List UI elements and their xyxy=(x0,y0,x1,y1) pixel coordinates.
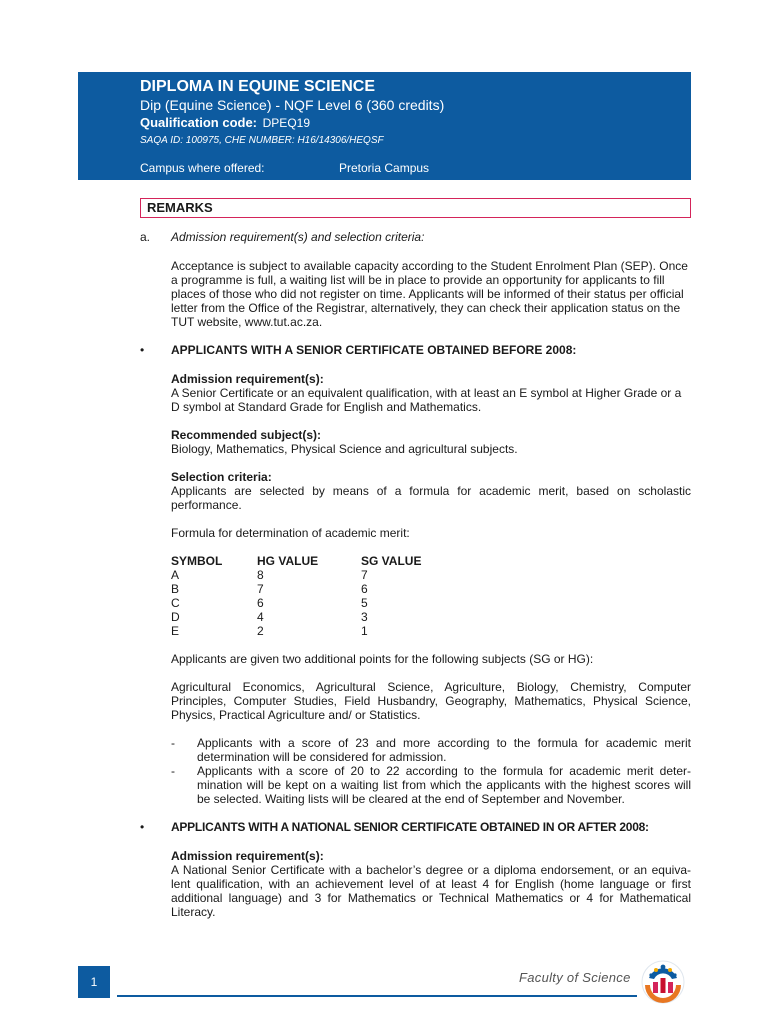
table-row xyxy=(171,568,441,582)
saqa-id: SAQA ID: 100975, CHE NUMBER: H16/14306/HEQSF xyxy=(140,135,384,146)
faculty-label: Faculty of Science xyxy=(519,970,631,985)
campus-label: Campus where offered: xyxy=(140,161,265,175)
table-cell: 2 xyxy=(257,624,264,638)
list-item-text: Applicants with a score of 20 to 22 according to the formula for academic merit deter-mination will be kept on a waiting list from which the applicants with the highest scores will be selected. Waiting lists will be cleared at the end of September and November. xyxy=(197,764,691,806)
bullet: • xyxy=(140,343,145,357)
table-cell: 8 xyxy=(257,568,264,582)
table-cell: D xyxy=(171,610,180,624)
selection-heading: Selection criteria: xyxy=(171,470,272,484)
table-row xyxy=(171,582,441,596)
table-cell: A xyxy=(171,568,180,582)
formula-text: Formula for determination of academic merit: xyxy=(171,526,410,540)
table-row xyxy=(171,610,441,624)
item-marker: a. xyxy=(140,230,151,244)
faculty-science-logo-icon xyxy=(640,958,686,1004)
table-cell: 6 xyxy=(361,582,368,596)
section-heading: APPLICANTS WITH A NATIONAL SENIOR CERTIFICATE OBTAINED IN OR AFTER 2008: xyxy=(171,820,649,834)
column-header: HG VALUE xyxy=(257,554,319,568)
section-pre-2008 xyxy=(140,343,691,357)
dash-marker: - xyxy=(171,764,175,778)
table-cell: C xyxy=(171,596,180,610)
qualification-subtitle: Dip (Equine Science) - NQF Level 6 (360 credits) xyxy=(140,97,445,113)
campus-line xyxy=(140,161,691,176)
table-cell: 5 xyxy=(361,596,368,610)
page-number: 1 xyxy=(78,966,110,998)
recommended-text: Biology, Mathematics, Physical Science and agricultural subjects. xyxy=(171,442,518,456)
table-row xyxy=(171,624,441,638)
admission-text: A National Senior Certificate with a bachelor’s degree or a diploma endorsement, or an equiva-lent qualification, with an achievement level of at least 4 for English (home language or first additional language) and 3 for Mathematics or Technical Mathematics or 4 for Mathematical Literacy. xyxy=(171,863,691,919)
admission-heading: Admission requirement(s): xyxy=(171,849,324,863)
qualification-code-value: DPEQ19 xyxy=(262,116,310,130)
column-header: SG VALUE xyxy=(361,554,422,568)
document-body xyxy=(140,230,691,919)
table-row xyxy=(171,596,441,610)
list-item xyxy=(171,764,691,806)
admission-text: A Senior Certificate or an equivalent qualification, with at least an E symbol at Higher Grade or a D symbol at Standard Grade for English and Mathematics. xyxy=(171,386,682,414)
remarks-item-a xyxy=(140,230,691,244)
qualification-code-line xyxy=(140,114,691,132)
page-title: DIPLOMA IN EQUINE SCIENCE xyxy=(140,78,375,95)
table-cell: 4 xyxy=(257,610,264,624)
acceptance-paragraph: Acceptance is subject to available capacity according to the Student Enrolment Plan (SEP). Once a programme is full, a waiting list will be in place to provide an opportunity for applicants to fill places of those who did not register on time. Applicants will be informed of their status per official letter from the Office of the Registrar, alternatively, they can check their application status on the TUT website, www.tut.ac.za. xyxy=(171,259,688,329)
column-header: SYMBOL xyxy=(171,554,223,568)
item-a-title: Admission requirement(s) and selection criteria: xyxy=(171,230,425,244)
qualification-code-label: Qualification code: xyxy=(140,115,258,130)
subjects-text: Agricultural Economics, Agricultural Science, Agriculture, Biology, Chemistry, Computer Principles, Computer Studies, Field Husbandry, Geography, Mathematics, Physical Science, Physics, Practical Agriculture and/ or Statistics. xyxy=(171,680,691,722)
section-post-2008 xyxy=(140,820,691,834)
remarks-heading: REMARKS xyxy=(140,198,691,218)
table-header-row xyxy=(171,554,441,568)
dash-marker: - xyxy=(171,736,175,750)
admission-heading: Admission requirement(s): xyxy=(171,372,324,386)
table-cell: 7 xyxy=(361,568,368,582)
list-item-text: Applicants with a score of 23 and more according to the formula for academic merit determination will be considered for admission. xyxy=(197,736,691,764)
bullet: • xyxy=(140,820,145,834)
footer-divider xyxy=(117,995,637,997)
qualification-header xyxy=(78,72,691,180)
additional-points-text: Applicants are given two additional points for the following subjects (SG or HG): xyxy=(171,652,594,666)
table-cell: 6 xyxy=(257,596,264,610)
table-cell: 3 xyxy=(361,610,368,624)
list-item xyxy=(171,736,691,764)
table-cell: B xyxy=(171,582,180,596)
campus-value: Pretoria Campus xyxy=(339,161,430,175)
table-cell: 1 xyxy=(361,624,368,638)
recommended-heading: Recommended subject(s): xyxy=(171,428,322,442)
table-cell: E xyxy=(171,624,180,638)
selection-text: Applicants are selected by means of a formula for academic merit, based on scholastic performance. xyxy=(171,484,691,512)
table-cell: 7 xyxy=(257,582,264,596)
symbol-value-table xyxy=(171,554,441,638)
section-heading: APPLICANTS WITH A SENIOR CERTIFICATE OBTAINED BEFORE 2008: xyxy=(171,343,577,357)
